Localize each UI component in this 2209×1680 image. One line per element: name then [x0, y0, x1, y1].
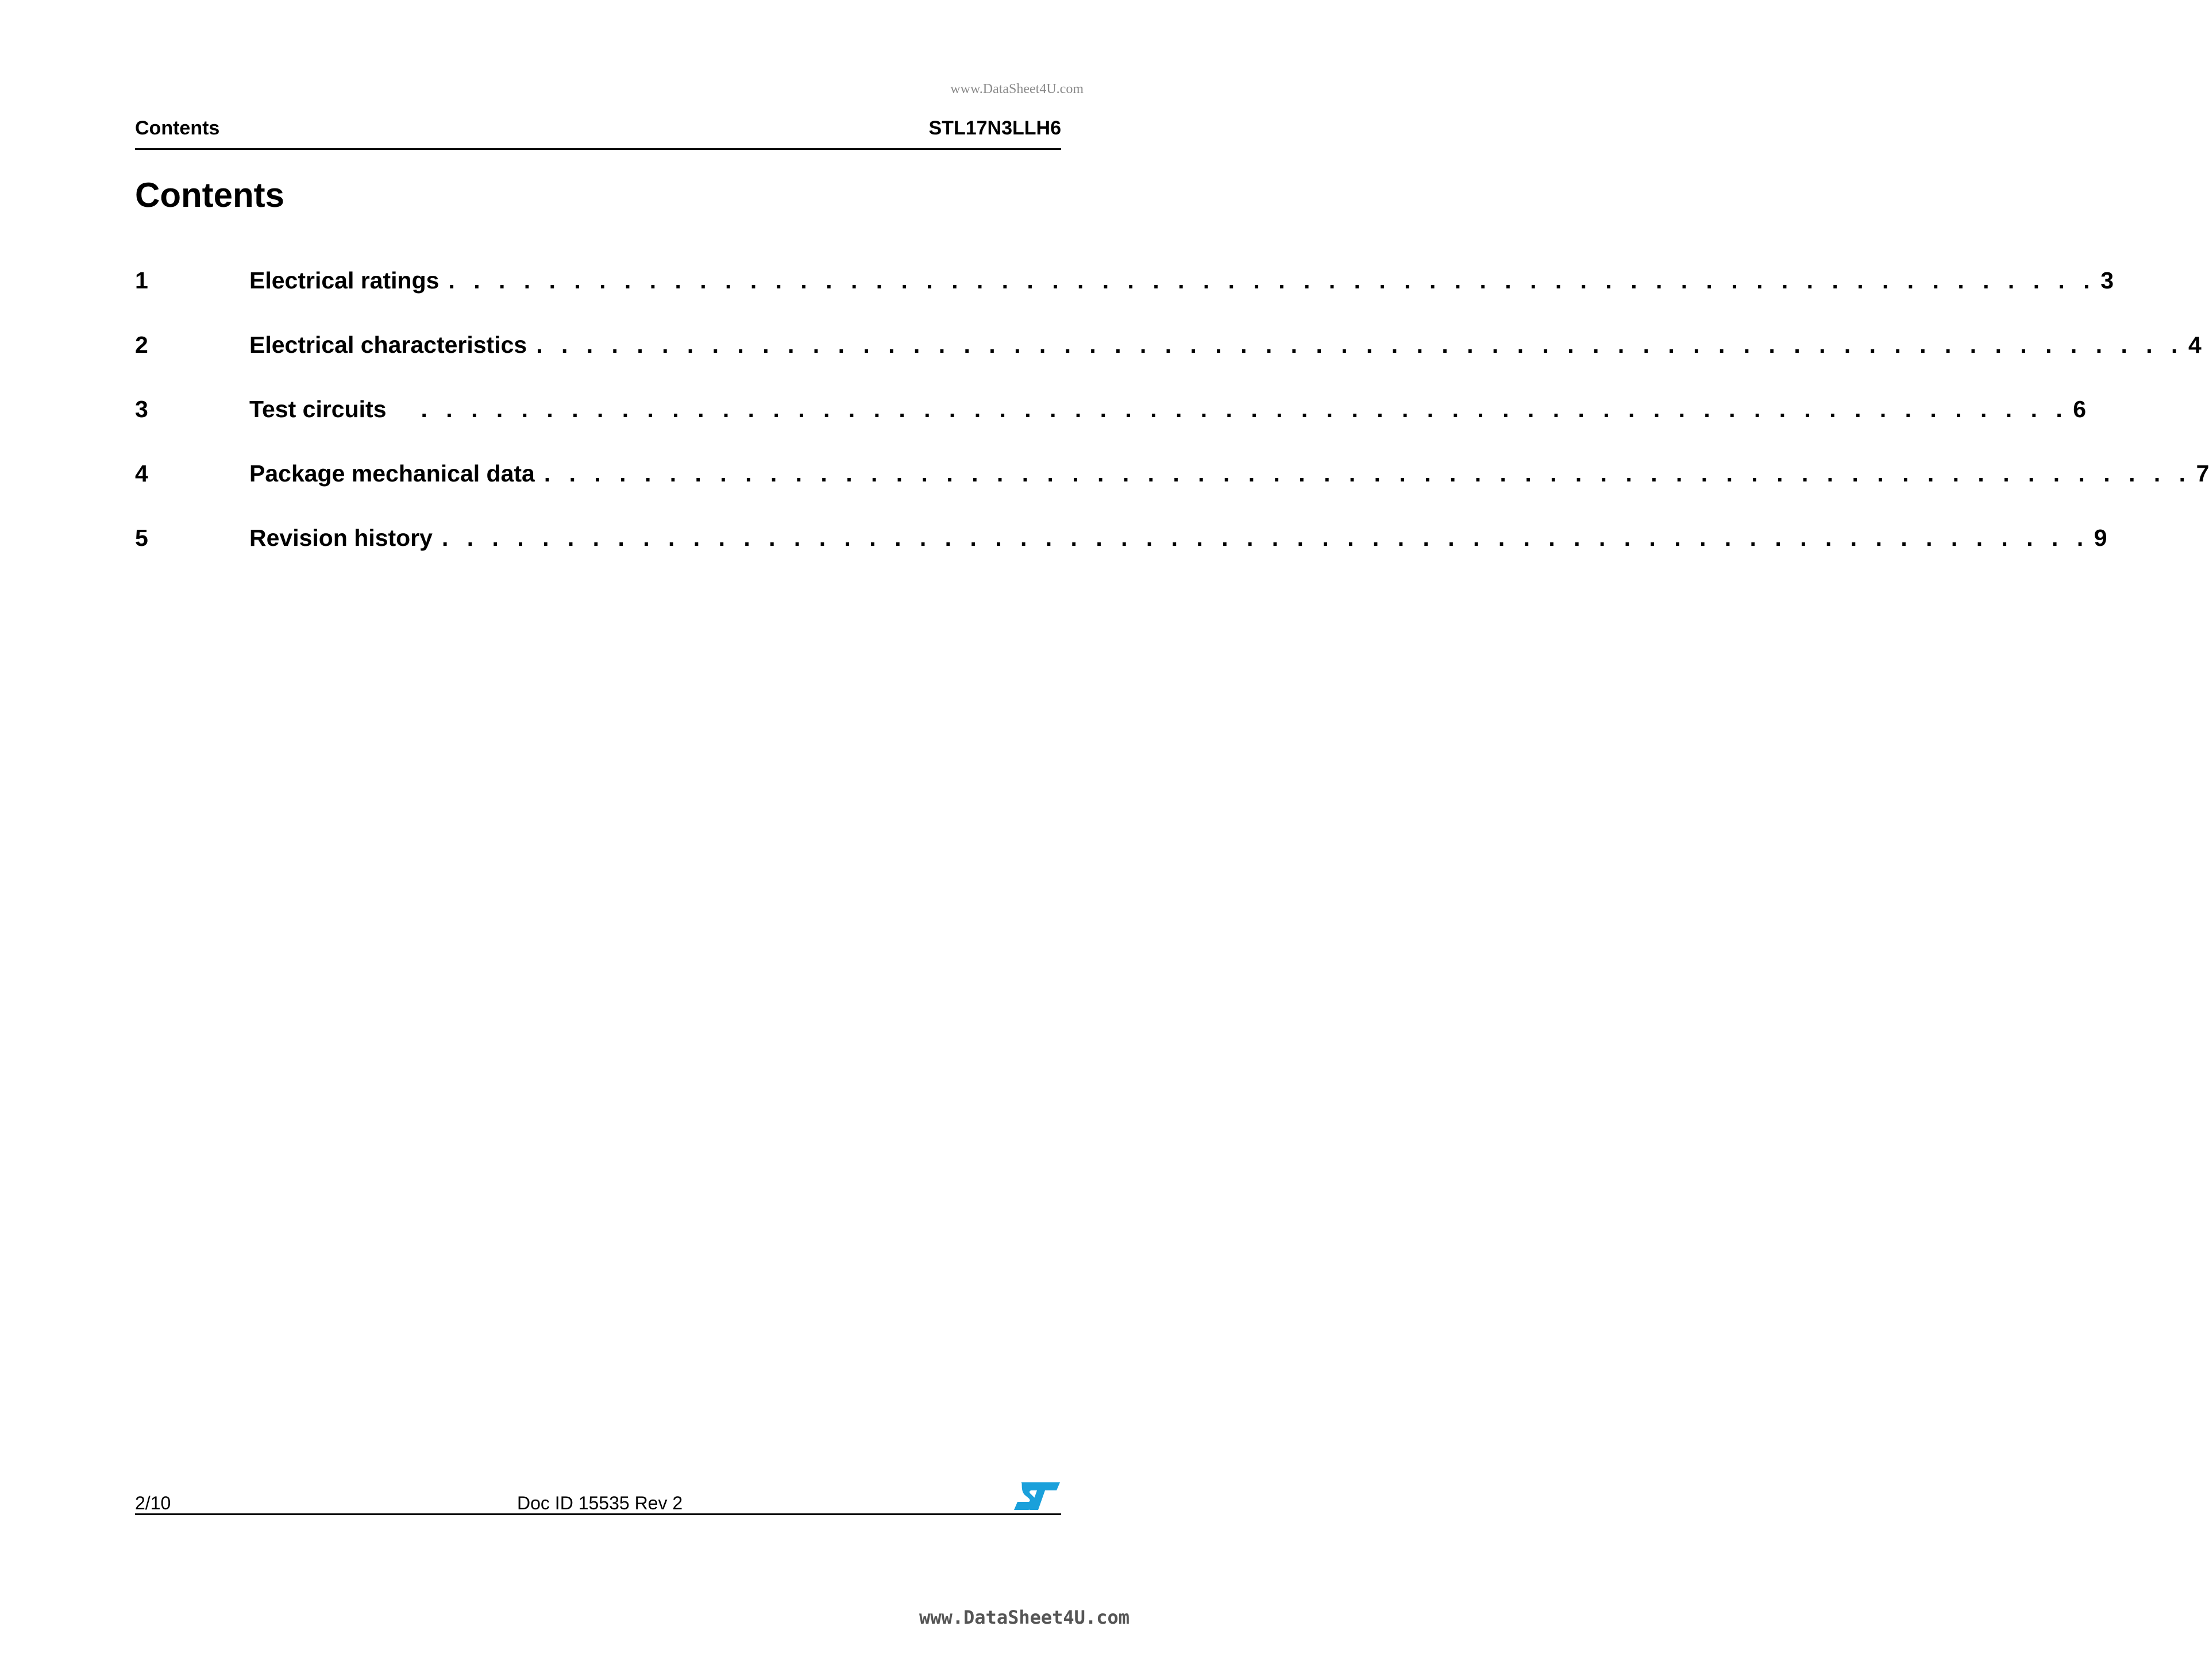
toc-entry-page[interactable]: 3 [2100, 267, 2114, 294]
page-title: Contents [135, 176, 284, 214]
table-of-contents [135, 267, 2209, 589]
toc-entry-page[interactable]: 7 [2196, 460, 2209, 487]
toc-entry-number: 1 [135, 267, 148, 294]
toc-entry[interactable] [135, 525, 2107, 589]
toc-leader-dots: . . . . . . . . . . . . . . . . . . . . . . . . . . . . . . . . . . . . . . . . . . . . . . . . . . . . . . . . . . . . . . . . . . [543, 460, 2192, 487]
footer-doc-id: Doc ID 15535 Rev 2 [517, 1493, 683, 1513]
toc-entry-label[interactable]: Package mechanical data [249, 460, 544, 487]
toc-entry[interactable] [135, 267, 2114, 332]
toc-entry[interactable] [135, 460, 2209, 525]
page-footer [135, 1481, 1061, 1515]
toc-entry[interactable] [135, 396, 2087, 460]
toc-entry-page[interactable]: 6 [2073, 396, 2087, 422]
toc-entry-label[interactable]: Revision history [249, 525, 442, 552]
footer-page-number: 2/10 [135, 1493, 171, 1513]
st-logo-icon [1013, 1481, 1061, 1511]
toc-entry-number: 4 [135, 460, 148, 487]
toc-entry-label[interactable]: Test circuits [249, 396, 421, 423]
toc-entry-page[interactable]: 4 [2188, 332, 2202, 358]
toc-entry-number: 5 [135, 525, 148, 551]
toc-entry-number: 3 [135, 396, 148, 422]
page-header [135, 115, 1061, 150]
toc-entry[interactable] [135, 332, 2202, 396]
watermark-top: www.DataSheet4U.com [950, 82, 1084, 97]
toc-leader-dots: . . . . . . . . . . . . . . . . . . . . . . . . . . . . . . . . . . . . . . . . . . . . . . . . . . . . . . . . . . . . . . . . . . [421, 396, 2069, 422]
toc-leader-dots: . . . . . . . . . . . . . . . . . . . . . . . . . . . . . . . . . . . . . . . . . . . . . . . . . . . . . . . . . . . . . . . . . . [448, 267, 2096, 294]
toc-entry-page[interactable]: 9 [2094, 525, 2107, 551]
toc-leader-dots: . . . . . . . . . . . . . . . . . . . . . . . . . . . . . . . . . . . . . . . . . . . . . . . . . . . . . . . . . . . . . . . . . . [536, 332, 2184, 358]
toc-entry-label[interactable]: Electrical characteristics [249, 332, 536, 359]
header-part-number: STL17N3LLH6 [928, 117, 1061, 139]
toc-entry-label[interactable]: Electrical ratings [249, 267, 448, 294]
header-section-title: Contents [135, 117, 220, 139]
toc-leader-dots: . . . . . . . . . . . . . . . . . . . . . . . . . . . . . . . . . . . . . . . . . . . . . . . . . . . . . . . . . . . . . . . . . . [441, 525, 2090, 551]
toc-entry-number: 2 [135, 332, 148, 358]
watermark-bottom: www.DataSheet4U.com [919, 1606, 1129, 1628]
